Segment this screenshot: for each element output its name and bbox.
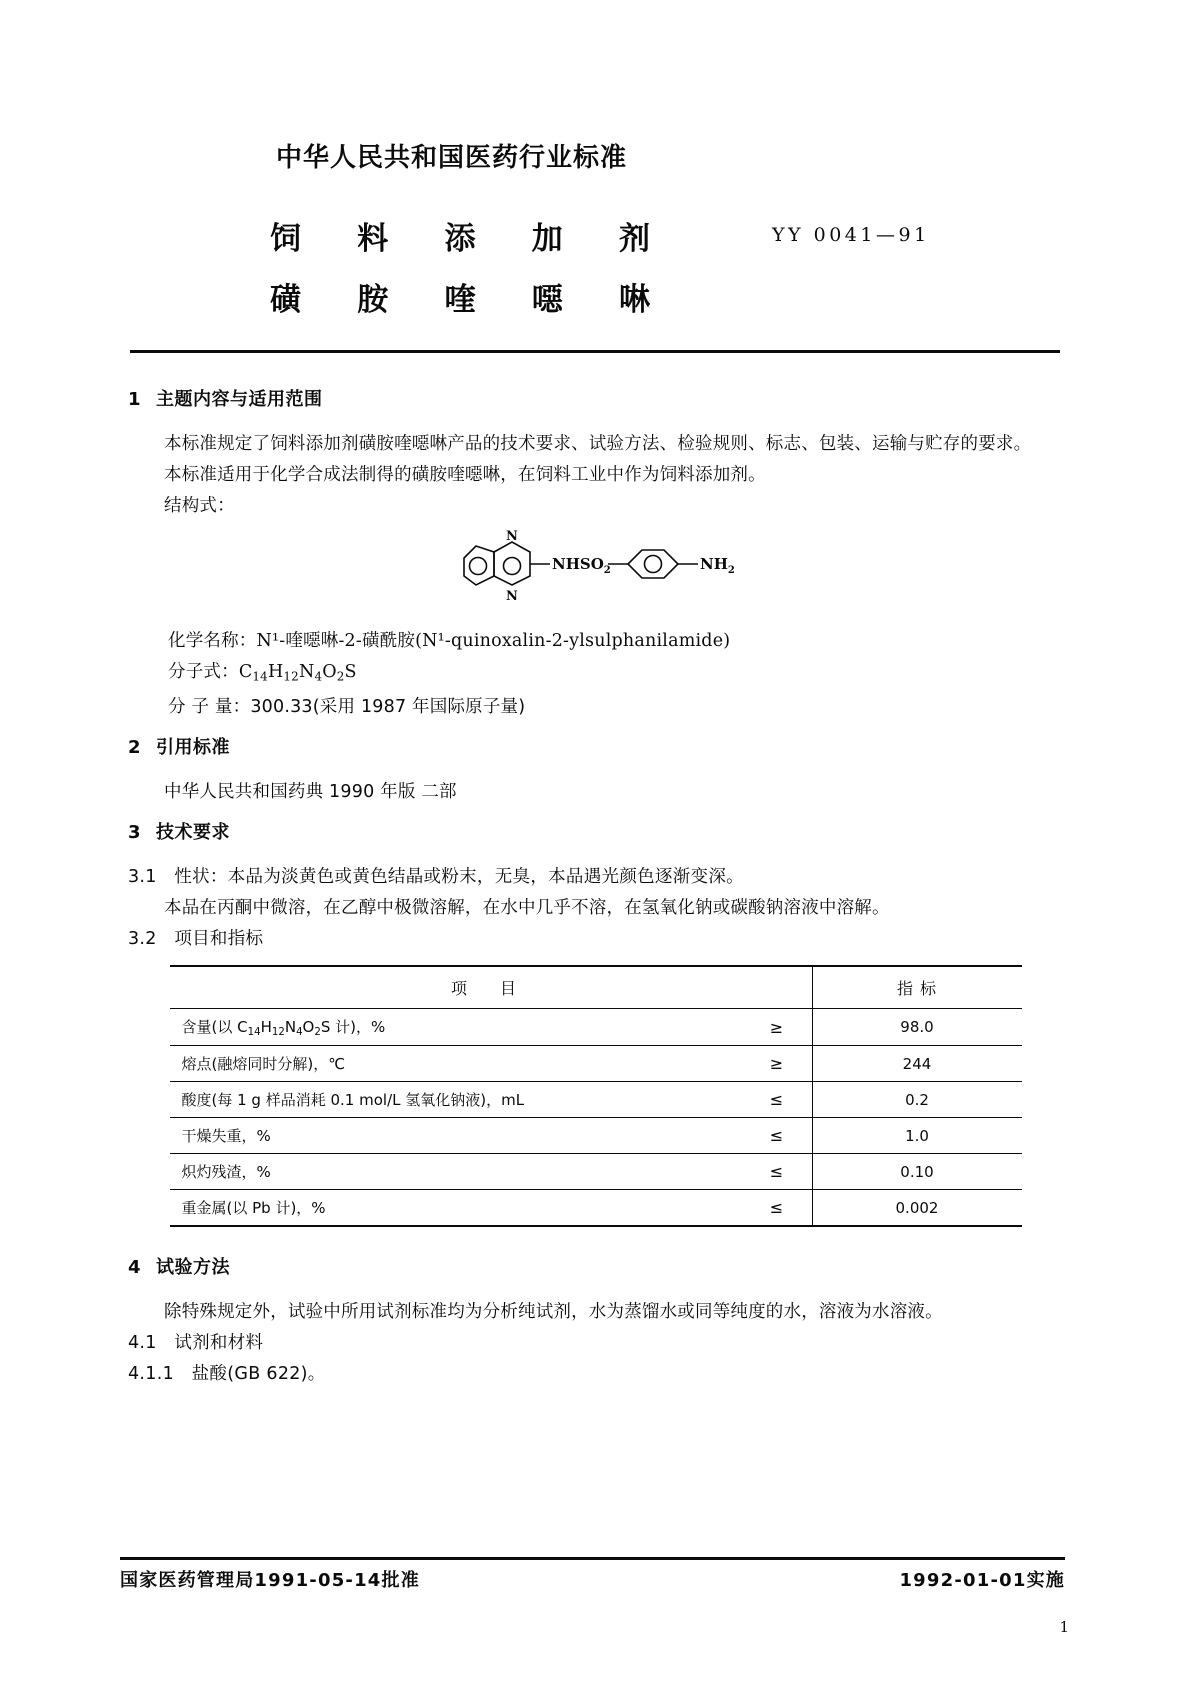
table-cell-operator: ≤ [742, 1154, 813, 1190]
section-1-title: 主题内容与适用范围 [156, 389, 323, 410]
table-header-index: 指 标 [812, 966, 1022, 1009]
table-cell-value: 98.0 [812, 1009, 1022, 1046]
title2-char-1: 胺 [357, 282, 389, 318]
chemical-name-line [168, 626, 1191, 657]
table-row [170, 1154, 1022, 1190]
molecular-weight-label: 分 子 量： [168, 697, 251, 718]
table-header-item-label: 项 目 [450, 979, 531, 999]
table-cell-operator: ≤ [742, 1190, 813, 1227]
table-header-item [170, 966, 813, 1009]
title1-char-1: 料 [357, 221, 389, 257]
row0-item-pre: 含量(以 C [181, 1018, 248, 1037]
section-4-1-1-line [128, 1359, 1191, 1390]
section-3-number: 3 [128, 822, 142, 844]
section-4-number: 4 [128, 1257, 142, 1279]
table-cell-value: 1.0 [812, 1118, 1022, 1154]
table-cell-item: 干燥失重，% [170, 1118, 742, 1154]
row0-mid1: H [260, 1018, 272, 1037]
section-3-2-text: 项目和指标 [174, 929, 264, 950]
table-cell-operator: ≥ [742, 1046, 813, 1082]
molecular-weight-line [168, 692, 1191, 723]
table-cell-value: 0.10 [812, 1154, 1022, 1190]
row0-mid2: N [284, 1018, 297, 1037]
standard-title-line-1 [270, 213, 650, 258]
structure-label-n-bottom: N [505, 589, 518, 604]
table-cell-value: 244 [812, 1046, 1022, 1082]
section-4-paragraph-1: 除特殊规定外，试验中所用试剂标准均为分析纯试剂，水为蒸馏水或同等纯度的水，溶液为水溶液。 [164, 1302, 943, 1323]
title2-char-4: 啉 [619, 282, 650, 318]
header-divider-rule [130, 350, 1060, 353]
footer-approval-text: 国家医药管理局1991-05-14批准 [120, 1570, 420, 1591]
table-cell-operator: ≤ [742, 1082, 813, 1118]
title2-char-3: 噁 [531, 282, 563, 318]
section-4-heading [128, 1253, 1191, 1279]
table-cell-item: 熔点(融熔同时分解)，℃ [170, 1046, 742, 1082]
section-4-1-line [128, 1328, 1191, 1359]
section-3-1-line [128, 862, 1191, 893]
title1-char-0: 饲 [270, 221, 301, 257]
row0-sub4: 2 [314, 1027, 321, 1039]
molecular-formula-line [168, 657, 1191, 692]
footer-effective-text: 1992-01-01实施 [899, 1570, 1065, 1591]
section-3-1-number: 3.1 [128, 867, 157, 888]
section-1-paragraph-3: 结构式： [164, 496, 235, 516]
specification-table [170, 965, 1022, 1227]
table-cell-operator: ≥ [742, 1009, 813, 1046]
molecular-weight-value: 300.33(采用 1987 年国际原子量) [250, 697, 526, 718]
row0-mid3: O [302, 1018, 315, 1037]
table-cell-item [170, 1009, 742, 1046]
section-4-1-number: 4.1 [128, 1333, 157, 1354]
title2-char-0: 磺 [270, 282, 301, 318]
section-1-paragraph-2: 本标准适用于化学合成法制得的磺胺喹噁啉，在饲料工业中作为饲料添加剂。 [164, 465, 766, 485]
title1-char-4: 剂 [619, 221, 650, 257]
table-cell-item: 炽灼残渣，% [170, 1154, 742, 1190]
chemical-name-value: N¹-喹噁啉-2-磺酰胺(N¹-quinoxalin-2-ylsulphanilamide) [256, 631, 731, 651]
section-4-1-1-number: 4.1.1 [128, 1364, 175, 1385]
chemical-name-label: 化学名称： [168, 631, 257, 651]
section-1-heading [128, 385, 1191, 411]
table-cell-value: 0.002 [812, 1190, 1022, 1227]
table-row [170, 1118, 1022, 1154]
standard-number: YY 0041—91 [772, 224, 930, 246]
section-1-number: 1 [128, 389, 142, 410]
section-2-paragraph-1: 中华人民共和国药典 1990 年版 二部 [164, 782, 457, 803]
table-cell-value: 0.2 [812, 1082, 1022, 1118]
table-row [170, 1082, 1022, 1118]
molecular-formula-label: 分子式： [168, 662, 239, 682]
document-body [0, 385, 1191, 1390]
standard-title-block [270, 213, 670, 335]
section-2-number: 2 [128, 737, 142, 759]
table-header-row [170, 966, 1022, 1009]
table-row [170, 1009, 1022, 1046]
section-4-1-1-text: 盐酸(GB 622)。 [191, 1364, 326, 1385]
section-3-heading [128, 818, 1191, 844]
section-3-1-text: 性状：本品为淡黄色或黄色结晶或粉末，无臭，本品遇光颜色逐渐变深。 [174, 867, 744, 888]
section-3-1-paragraph-b: 本品在丙酮中微溶，在乙醇中极微溶解，在水中几乎不溶，在氢氧化钠或碳酸钠溶液中溶解。 [164, 898, 890, 919]
molecular-formula-value: $C_{14}H_{12}N_4O_2S$ [238, 662, 357, 684]
section-4-1-text: 试剂和材料 [174, 1333, 264, 1354]
title1-char-3: 加 [531, 221, 563, 257]
structure-label-nh2: $NH_2$ [699, 555, 735, 576]
section-3-2-number: 3.2 [128, 929, 157, 950]
table-row [170, 1046, 1022, 1082]
structure-svg [446, 528, 746, 618]
chemical-structure-figure [0, 528, 1191, 622]
table-cell-item: 酸度(每 1 g 样品消耗 0.1 mol/L 氢氧化钠液)，mL [170, 1082, 742, 1118]
table-cell-item: 重金属(以 Pb 计)，% [170, 1190, 742, 1227]
row0-sub3: 4 [296, 1027, 303, 1039]
table-row [170, 1190, 1022, 1227]
ministry-title: 中华人民共和国医药行业标准 [276, 143, 628, 173]
row0-sub1: 14 [247, 1027, 261, 1039]
title1-char-2: 添 [444, 221, 476, 257]
section-2-title: 引用标准 [156, 737, 230, 759]
table-cell-operator: ≤ [742, 1118, 813, 1154]
section-3-title: 技术要求 [156, 822, 230, 844]
section-2-heading [128, 733, 1191, 759]
structure-label-n-top: N [505, 529, 518, 544]
row0-item-post: S 计)，% [320, 1018, 386, 1037]
title2-char-2: 喹 [444, 282, 476, 318]
document-footer [120, 1566, 1065, 1592]
page-number: 1 [1059, 1618, 1069, 1636]
footer-divider-rule [120, 1557, 1065, 1560]
section-4-title: 试验方法 [156, 1257, 230, 1279]
row0-sub2: 12 [271, 1027, 285, 1039]
section-1-paragraph-1: 本标准规定了饲料添加剂磺胺喹噁啉产品的技术要求、试验方法、检验规则、标志、包装、运输与贮存的要求。 [164, 434, 1032, 454]
standard-title-line-2 [270, 274, 650, 319]
section-3-2-line [128, 924, 1191, 955]
structure-label-nhso2: $NHSO_2$ [551, 555, 611, 576]
